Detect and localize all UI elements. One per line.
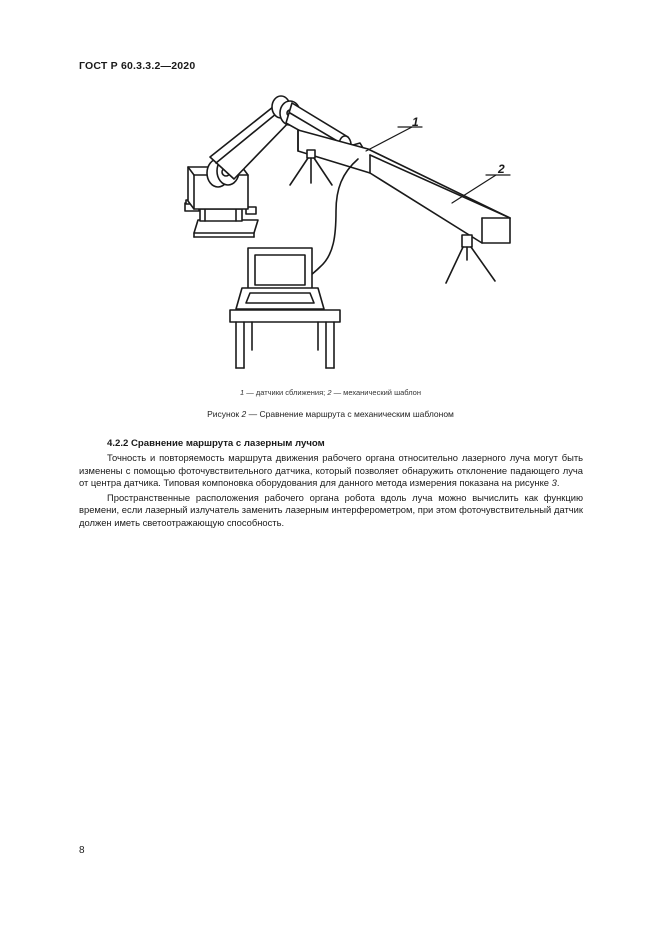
callout-2-label: 2 <box>498 162 505 176</box>
figure-legend <box>0 388 661 397</box>
caption-text: — Сравнение маршрута с механическим шаблоном <box>246 409 454 419</box>
sensor-cable <box>310 159 358 277</box>
callout-1-leader <box>366 127 412 151</box>
body-paragraph-1 <box>79 452 583 490</box>
page-header: ГОСТ Р 60.3.3.2—2020 <box>79 60 196 72</box>
caption-prefix: Рисунок <box>207 409 242 419</box>
callout-1-label: 1 <box>412 115 419 129</box>
computer-monitor <box>248 248 312 290</box>
laptop-keyboard <box>236 288 324 309</box>
paragraph-1-end: . <box>556 477 560 489</box>
legend-number-1: 1 <box>239 388 245 397</box>
section-4-2-2 <box>79 437 583 530</box>
section-heading: 4.2.2 Сравнение маршрута с лазерным лучом <box>107 438 325 449</box>
robot-diagram-illustration <box>150 85 550 375</box>
caption-figure-number: 2 <box>241 409 247 419</box>
table <box>230 310 340 368</box>
figure-robot-template-diagram <box>150 85 550 375</box>
figure-reference: 3 <box>551 477 557 489</box>
callout-2-leader <box>452 175 496 203</box>
page-number: 8 <box>79 845 85 856</box>
figure-caption <box>0 409 661 419</box>
legend-text-2: — механический шаблон <box>331 388 421 397</box>
body-paragraph-2: Пространственные расположения рабочего органа робота вдоль луча можно вычислить как функцию времени, если лазерный излучатель заменить лазерным интерферометром, при этом фоточувствительный датчик должен иметь светоотражающую способность. <box>79 491 583 528</box>
legend-text-1: — датчики сближения; <box>244 388 328 397</box>
paragraph-1-text: Точность и повторяемость маршрута движения рабочего органа относительно лазерного луча могут быть изменены с помощью фоточувствительного датчика, который позволяет обнаружить отклонение падающего луча от центра датчика. Типовая компоновка оборудования для данного метода измерения показана на рисунке <box>79 452 583 489</box>
legend-number-2: 2 <box>327 388 332 397</box>
